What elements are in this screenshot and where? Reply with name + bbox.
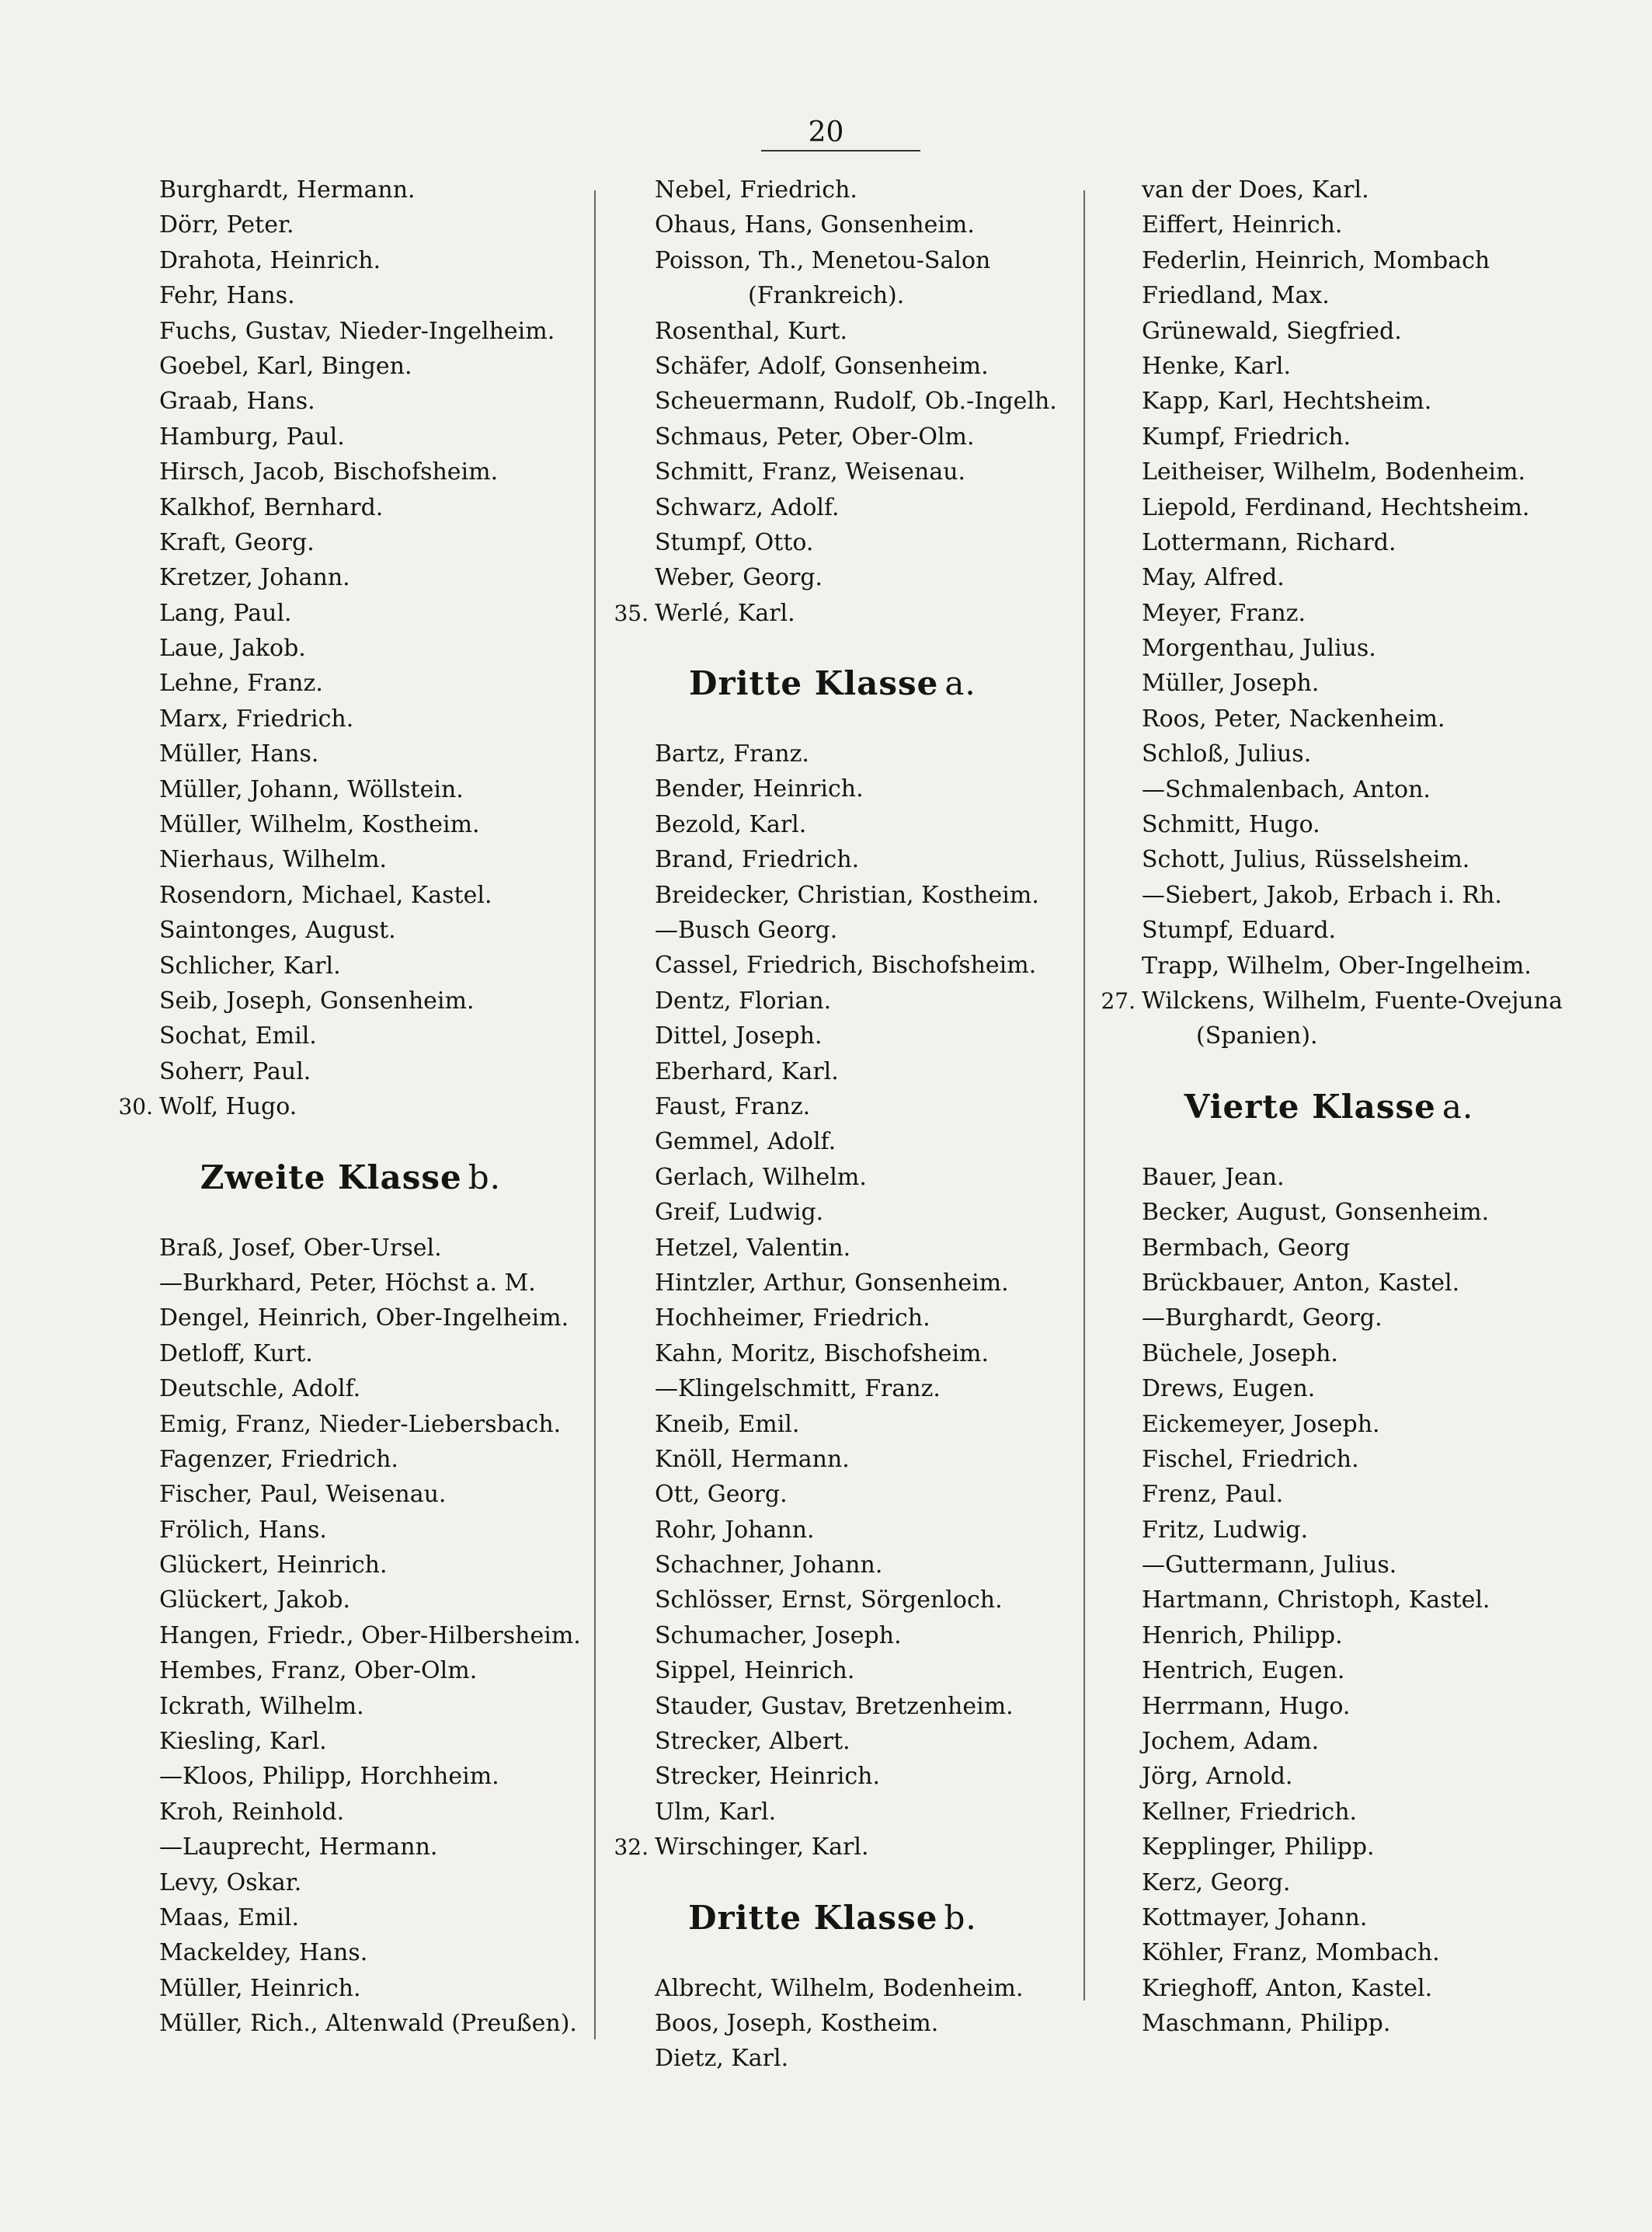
list-entry: Ickrath, Wilhelm. xyxy=(159,1692,364,1720)
list-entry: Braß, Josef, Ober-Ursel. xyxy=(159,1234,442,1262)
column-2 xyxy=(614,172,1057,2077)
entry-count: 27. xyxy=(1101,987,1136,1014)
list-entry: Ulm, Karl. xyxy=(655,1798,777,1826)
list-entry: Boos, Joseph, Kostheim. xyxy=(655,2009,939,2037)
section-heading xyxy=(120,1125,581,1231)
section-suffix: b. xyxy=(468,1158,501,1196)
column-3 xyxy=(1101,172,1563,2042)
list-entry: Levy, Oskar. xyxy=(159,1868,302,1896)
list-entry: Emig, Franz, Nieder-Liebersbach. xyxy=(159,1410,562,1438)
list-entry: —Lauprecht, Hermann. xyxy=(159,1833,438,1861)
numbered-entry xyxy=(118,1089,581,1124)
list-entry: Schumacher, Joseph. xyxy=(655,1621,902,1649)
list-entry: Kellner, Friedrich. xyxy=(1142,1798,1358,1826)
list-entry: Greif, Ludwig. xyxy=(655,1199,824,1227)
section-title: Vierte Klasse xyxy=(1184,1087,1436,1126)
entry-continuation: (Frankreich). xyxy=(748,282,905,310)
list-entry: Knöll, Hermann. xyxy=(655,1445,850,1473)
list-entry: Stumpf, Eduard. xyxy=(1142,917,1337,945)
list-entry: Müller, Johann, Wöllstein. xyxy=(159,775,464,803)
list-entry: Kerz, Georg. xyxy=(1142,1868,1291,1896)
entry-list xyxy=(159,1231,581,2042)
list-entry: Dentz, Florian. xyxy=(655,987,832,1015)
list-entry: Kroh, Reinhold. xyxy=(159,1798,345,1826)
list-entry: Müller, Wilhelm, Kostheim. xyxy=(159,811,480,839)
section-title: Dritte Klasse xyxy=(688,1898,938,1937)
list-entry: Glückert, Jakob. xyxy=(159,1586,350,1614)
list-entry: Marx, Friedrich. xyxy=(159,705,354,733)
list-entry: Hirsch, Jacob, Bischofsheim. xyxy=(159,458,499,486)
list-entry: Hintzler, Arthur, Gonsenheim. xyxy=(655,1269,1009,1297)
entry-list xyxy=(655,314,1057,596)
list-entry: Grünewald, Siegfried. xyxy=(1142,317,1402,345)
list-entry: Hentrich, Eugen. xyxy=(1142,1657,1345,1685)
list-entry: Köhler, Franz, Mombach. xyxy=(1142,1939,1440,1967)
list-entry: Eberhard, Karl. xyxy=(655,1057,839,1085)
list-entry: Brückbauer, Anton, Kastel. xyxy=(1142,1269,1460,1297)
list-entry: Ott, Georg. xyxy=(655,1481,788,1509)
entry-list xyxy=(159,172,581,1089)
list-entry: Laue, Jakob. xyxy=(159,635,306,663)
list-entry: Schlicher, Karl. xyxy=(159,952,341,980)
list-entry: Hangen, Friedr., Ober-Hilbersheim. xyxy=(159,1621,581,1649)
list-entry: Detloff, Kurt. xyxy=(159,1339,313,1367)
list-entry: Morgenthau, Julius. xyxy=(1142,635,1376,663)
list-entry: Müller, Heinrich. xyxy=(159,1974,361,2002)
list-entry: Breidecker, Christian, Kostheim. xyxy=(655,881,1039,909)
list-entry: Sippel, Heinrich. xyxy=(655,1657,855,1685)
list-entry: Sochat, Emil. xyxy=(159,1022,317,1050)
list-entry: Poisson, Th., Menetou-Salon xyxy=(655,246,991,274)
list-entry: Fritz, Ludwig. xyxy=(1142,1516,1309,1544)
list-entry: Schmaus, Peter, Ober-Olm. xyxy=(655,423,975,451)
numbered-entry xyxy=(1101,984,1563,1019)
entry-count: 35. xyxy=(614,600,649,626)
list-entry: Kapp, Karl, Hechtsheim. xyxy=(1142,388,1432,416)
list-entry: Maschmann, Philipp. xyxy=(1142,2010,1391,2038)
list-entry: Müller, Rich., Altenwald (Preußen). xyxy=(159,2010,577,2038)
section-suffix: a. xyxy=(944,664,976,703)
list-entry: van der Does, Karl. xyxy=(1142,176,1369,204)
list-entry: Kepplinger, Philipp. xyxy=(1142,1833,1375,1861)
list-entry: Becker, August, Gonsenheim. xyxy=(1142,1199,1490,1227)
list-entry: Gemmel, Adolf. xyxy=(655,1128,836,1156)
list-entry: Stauder, Gustav, Bretzenheim. xyxy=(655,1692,1014,1720)
list-entry: Fischer, Paul, Weisenau. xyxy=(159,1481,447,1509)
entry-text: Wilckens, Wilhelm, Fuente-Ovejuna xyxy=(1142,987,1563,1015)
list-entry: May, Alfred. xyxy=(1142,564,1285,592)
section-title: Dritte Klasse xyxy=(689,664,939,703)
page-number: 20 xyxy=(808,117,844,148)
list-entry: —Klingelschmitt, Franz. xyxy=(655,1375,941,1403)
page-number-rule xyxy=(761,150,920,151)
list-entry: Liepold, Ferdinand, Hechtsheim. xyxy=(1142,493,1530,521)
list-entry: Henrich, Philipp. xyxy=(1142,1621,1343,1649)
entry-text: Wirschinger, Karl. xyxy=(655,1833,869,1861)
list-entry: Dietz, Karl. xyxy=(655,2045,789,2073)
list-entry: Weber, Georg. xyxy=(655,564,823,592)
column-1 xyxy=(118,172,581,2042)
list-entry: Kneib, Emil. xyxy=(655,1410,800,1438)
list-entry: Saintonges, August. xyxy=(159,917,396,945)
list-entry: Deutschle, Adolf. xyxy=(159,1375,361,1403)
list-entry: Kraft, Georg. xyxy=(159,528,315,556)
list-entry: Müller, Hans. xyxy=(159,740,319,768)
section-title: Zweite Klasse xyxy=(200,1158,462,1196)
list-entry: Fischel, Friedrich. xyxy=(1142,1445,1359,1473)
list-entry: Bermbach, Georg xyxy=(1142,1234,1351,1262)
list-entry: Lottermann, Richard. xyxy=(1142,528,1396,556)
list-entry: Stumpf, Otto. xyxy=(655,528,814,556)
list-entry: Bezold, Karl. xyxy=(655,810,807,838)
list-entry: Jochem, Adam. xyxy=(1142,1728,1320,1756)
list-entry: Kahn, Moritz, Bischofsheim. xyxy=(655,1339,989,1367)
list-entry: Schachner, Johann. xyxy=(655,1551,883,1579)
entry-count: 30. xyxy=(118,1094,153,1120)
list-entry: —Schmalenbach, Anton. xyxy=(1142,775,1431,803)
column-divider xyxy=(1083,190,1085,2000)
entry-list xyxy=(1142,1160,1563,2042)
entry-text: Wolf, Hugo. xyxy=(159,1093,297,1121)
list-entry: Schwarz, Adolf. xyxy=(655,493,840,521)
list-entry: Frenz, Paul. xyxy=(1142,1481,1284,1509)
list-entry: Fehr, Hans. xyxy=(159,282,295,310)
list-entry: Hembes, Franz, Ober-Olm. xyxy=(159,1657,478,1685)
list-entry: Cassel, Friedrich, Bischofsheim. xyxy=(655,952,1037,980)
list-entry: Nebel, Friedrich. xyxy=(655,176,857,204)
list-entry: Henke, Karl. xyxy=(1142,352,1292,380)
list-entry: Bartz, Franz. xyxy=(655,740,809,768)
list-entry: Fagenzer, Friedrich. xyxy=(159,1445,398,1473)
list-entry: Schmitt, Hugo. xyxy=(1142,811,1320,839)
list-entry: Brand, Friedrich. xyxy=(655,846,860,874)
list-entry: Kalkhof, Bernhard. xyxy=(159,493,384,521)
list-entry: Dittel, Joseph. xyxy=(655,1022,823,1050)
list-entry: Meyer, Franz. xyxy=(1142,599,1306,627)
entry-list xyxy=(655,1971,1057,2077)
section-suffix: a. xyxy=(1442,1087,1474,1126)
list-entry: Schott, Julius, Rüsselsheim. xyxy=(1142,846,1470,874)
list-entry: Faust, Franz. xyxy=(655,1092,811,1120)
entry-list xyxy=(655,172,1057,278)
entry-text: Werlé, Karl. xyxy=(655,599,795,627)
list-entry: Kottmayer, Johann. xyxy=(1142,1903,1368,1931)
list-entry: Dengel, Heinrich, Ober-Ingelheim. xyxy=(159,1304,569,1332)
list-entry: Schäfer, Adolf, Gonsenheim. xyxy=(655,352,989,380)
list-entry: Gerlach, Wilhelm. xyxy=(655,1163,867,1191)
list-entry: Strecker, Heinrich. xyxy=(655,1763,880,1791)
list-entry: —Guttermann, Julius. xyxy=(1142,1551,1397,1579)
list-entry: —Burghardt, Georg. xyxy=(1142,1304,1382,1332)
list-entry: Hamburg, Paul. xyxy=(159,423,345,451)
list-entry: Albrecht, Wilhelm, Bodenheim. xyxy=(655,1974,1024,2002)
list-entry: Graab, Hans. xyxy=(159,388,315,416)
list-entry: Ohaus, Hans, Gonsenheim. xyxy=(655,211,975,239)
list-entry: Federlin, Heinrich, Mombach xyxy=(1142,246,1490,274)
list-entry: Bauer, Jean. xyxy=(1142,1163,1285,1191)
list-entry: Rohr, Johann. xyxy=(655,1516,815,1544)
list-entry: Jörg, Arnold. xyxy=(1142,1763,1293,1791)
list-entry: Büchele, Joseph. xyxy=(1142,1339,1338,1367)
list-entry: Lehne, Franz. xyxy=(159,670,323,698)
list-entry: Herrmann, Hugo. xyxy=(1142,1692,1351,1720)
list-entry: Leitheiser, Wilhelm, Bodenheim. xyxy=(1142,458,1525,486)
list-entry: Schlösser, Ernst, Sörgenloch. xyxy=(655,1586,1003,1614)
entry-list xyxy=(655,736,1057,1830)
list-entry: Lang, Paul. xyxy=(159,599,292,627)
column-divider xyxy=(594,190,596,2039)
list-entry: Roos, Peter, Nackenheim. xyxy=(1142,705,1445,733)
list-entry: Dörr, Peter. xyxy=(159,211,294,239)
list-entry: Burghardt, Hermann. xyxy=(159,176,416,204)
list-entry: Seib, Joseph, Gonsenheim. xyxy=(159,987,475,1015)
entry-continuation: (Spanien). xyxy=(1196,1022,1318,1050)
list-entry: —Kloos, Philipp, Horchheim. xyxy=(159,1763,499,1791)
list-entry: Hetzel, Valentin. xyxy=(655,1234,851,1262)
section-heading xyxy=(608,631,1057,736)
list-entry: Eickemeyer, Joseph. xyxy=(1142,1410,1380,1438)
list-entry: Kumpf, Friedrich. xyxy=(1142,423,1351,451)
entry-list xyxy=(1142,172,1563,984)
list-entry: Frölich, Hans. xyxy=(159,1516,327,1544)
list-entry: Schloß, Julius. xyxy=(1142,740,1312,768)
numbered-entry xyxy=(614,1830,1057,1865)
list-entry: —Burkhard, Peter, Höchst a. M. xyxy=(159,1269,536,1297)
list-entry: Kiesling, Karl. xyxy=(159,1728,327,1756)
list-entry: Mackeldey, Hans. xyxy=(159,1939,368,1967)
list-entry: Friedland, Max. xyxy=(1142,282,1330,310)
list-entry: Maas, Emil. xyxy=(159,1903,300,1931)
list-entry: Hochheimer, Friedrich. xyxy=(655,1304,930,1332)
list-entry: Trapp, Wilhelm, Ober-Ingelheim. xyxy=(1142,952,1532,980)
list-entry: Krieghoff, Anton, Kastel. xyxy=(1142,1974,1433,2002)
list-entry: Goebel, Karl, Bingen. xyxy=(159,352,412,380)
section-heading xyxy=(1095,1054,1563,1160)
list-entry: Fuchs, Gustav, Nieder-Ingelheim. xyxy=(159,317,555,345)
list-entry: Glückert, Heinrich. xyxy=(159,1551,388,1579)
section-suffix: b. xyxy=(944,1898,977,1937)
list-entry: Nierhaus, Wilhelm. xyxy=(159,846,388,874)
list-entry: Bender, Heinrich. xyxy=(655,775,864,803)
list-entry: Kretzer, Johann. xyxy=(159,564,350,592)
list-entry: Strecker, Albert. xyxy=(655,1728,850,1756)
list-entry: —Busch Georg. xyxy=(655,917,838,945)
list-entry: Rosendorn, Michael, Kastel. xyxy=(159,881,492,909)
list-entry: Rosenthal, Kurt. xyxy=(655,317,848,345)
list-entry: Drews, Eugen. xyxy=(1142,1375,1316,1403)
list-entry: Scheuermann, Rudolf, Ob.-Ingelh. xyxy=(655,388,1057,416)
entry-count: 32. xyxy=(614,1834,649,1861)
section-heading xyxy=(608,1865,1057,1971)
list-entry: Eiffert, Heinrich. xyxy=(1142,211,1343,239)
list-entry: Schmitt, Franz, Weisenau. xyxy=(655,458,966,486)
list-entry: Soherr, Paul. xyxy=(159,1057,311,1085)
list-entry: Müller, Joseph. xyxy=(1142,670,1320,698)
list-entry: —Siebert, Jakob, Erbach i. Rh. xyxy=(1142,881,1502,909)
list-entry: Hartmann, Christoph, Kastel. xyxy=(1142,1586,1490,1614)
list-entry: Drahota, Heinrich. xyxy=(159,246,381,274)
numbered-entry xyxy=(614,596,1057,631)
